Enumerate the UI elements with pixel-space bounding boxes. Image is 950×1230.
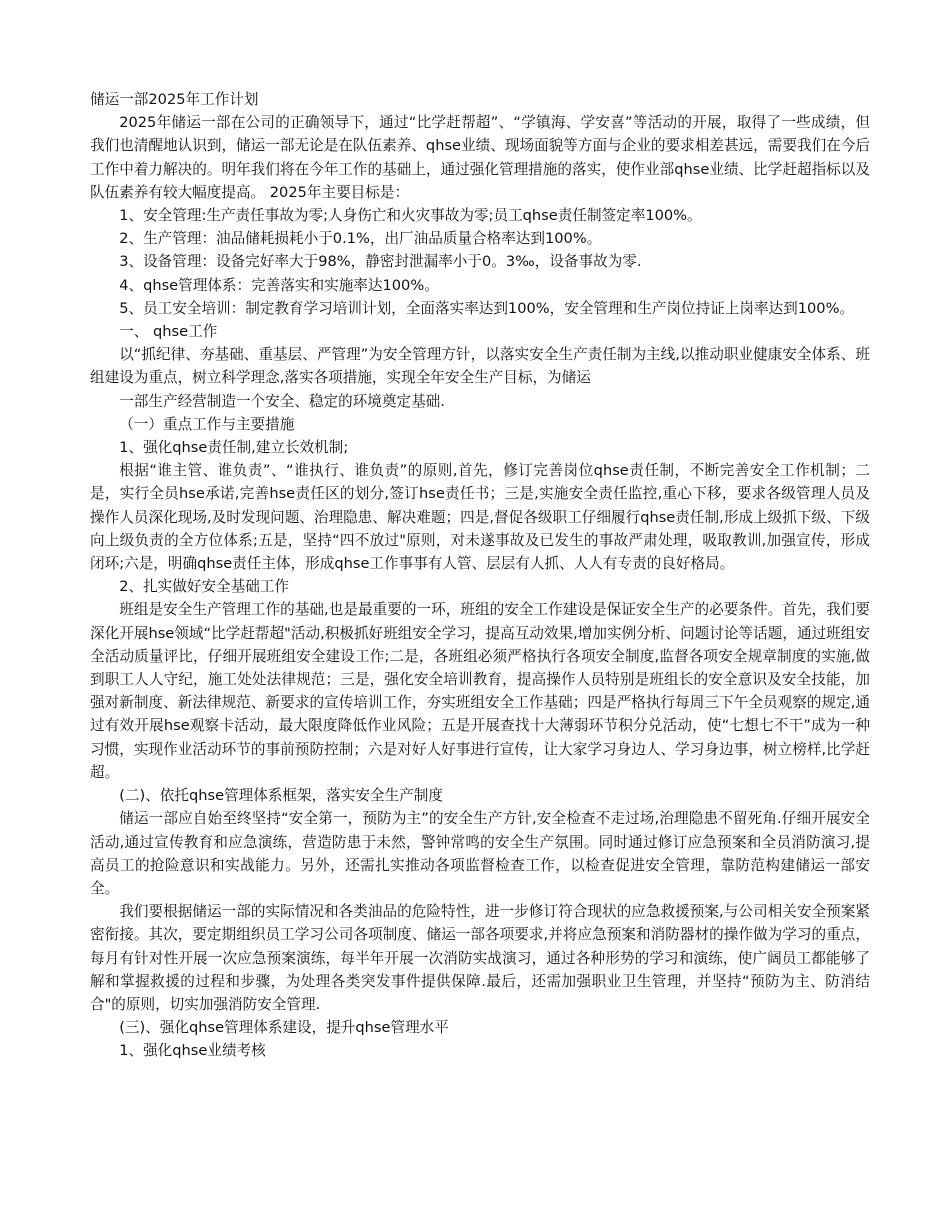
goal-qhse-system: 4、qhse管理体系：完善落实和实施率达100%。 [119, 276, 439, 294]
intro-paragraph: 2025年储运一部在公司的正确领导下，通过“比学赶帮超”、“学镇海、学安喜”等活动的开展，取得了一些成绩，但我们也清醒地认识到，储运一部无论是在队伍素养、qhse业绩、现场面貌等方面与企业的要求相差甚远，需要我们在今后工作中着力解决的。明年我们将在今年工作的基础上，通过强化管理措施的落实，使作业部qhse业绩、比学赶超指标以及队伍素养有较大幅度提高。 2025年主要目标是： [90, 114, 870, 201]
responsibility-paragraph: 根据“谁主管、谁负责”、“谁执行、谁负责”的原则,首先，修订完善岗位qhse责任制，不断完善安全工作机制；二是，实行全员hse承诺,完善hse责任区的划分,签订hse责任书；三是,实施安全责任监控,重心下移，要求各级管理人员及操作人员深化现场,及时发现问题、治理隐患、解决难题；四是,督促各级职工仔细履行qhse责任制,形成上级抓下级、下级向上级负责的全方位体系;五是，坚持“四不放过"原则，对未遂事故及已发生的事故严肃处理，吸取教训,加强宣传，形成闭环;六是，明确qhse责任主体，形成qhse工作事事有人管、层层有人抓、人人有专责的良好格局。 [90, 462, 870, 573]
foundation-paragraph: 班组是安全生产管理工作的基础,也是最重要的一环，班组的安全工作建设是保证安全生产的必要条件。首先，我们要深化开展hse领域“比学赶帮超"活动,积极抓好班组安全学习，提高互动效果,增加实例分析、问题讨论等话题，通过班组安全活动质量评比，仔细开展班组安全建设工作;二是，各班组必须严格执行各项安全制度,监督各项安全规章制度的实施,做到职工人人守纪，施工处处法律规范；三是，强化安全培训教育，提高操作人员特别是班组长的安全意识及安全技能，加强对新制度、新法律规范、新要求的宣传培训工作，夯实班组安全工作基础；四是严格执行每周三下午全员观察的规定,通过有效开展hse观察卡活动，最大限度降低作业风险；五是开展查找十大薄弱环节积分兑活动，使“七想七不干”成为一种习惯，实现作业活动环节的事前预防控制；六是对好人好事进行宣传，让大家学习身边人、学习身边事，树立榜样,比学赶超。 [90, 601, 870, 781]
document-title: 储运一部2025年工作计划 [90, 91, 259, 108]
goal-production: 2、生产管理：油品储耗损耗小于0.1%，出厂油品质量合格率达到100%。 [119, 230, 602, 248]
safety-policy-paragraph: 储运一部应自始至终坚持“安全第一，预防为主”的安全生产方针,安全检查不走过场,治理隐患不留死角.仔细开展安全活动,通过宣传教育和应急演练，营造防患于未然，警钟常鸣的安全生产氛围。同时通过修订应急预案和全员消防演习,提高员工的抢险意识和实战能力。另外，还需扎实推动各项监督检查工作，以检查促进安全管理，靠防范构建储运一部安全。 [90, 810, 870, 897]
goal-equipment: 3、设备管理：设备完好率大于98%，静密封泄漏率小于0。3‰，设备事故为零. [119, 253, 642, 271]
goal-safety: 1、安全管理:生产责任事故为零;人身伤亡和火灾事故为零;员工qhse责任制签定率100%。 [119, 207, 702, 225]
subsection-heading-2: (二)、依托qhse管理体系框架，落实安全生产制度 [119, 787, 443, 805]
qhse-policy-paragraph: 以“抓纪律、夯基础、重基层、严管理”为安全管理方针，以落实安全生产责任制为主线,以推动职业健康安全体系、班组建设为重点，树立科学理念,落实各项措施，实现全年安全生产目标，为储运 [90, 346, 870, 387]
item-heading-foundation: 2、扎实做好安全基础工作 [119, 578, 290, 596]
goal-training: 5、员工安全培训：制定教育学习培训计划，全面落实率达到100%，安全管理和生产岗位持证上岗率达到100%。 [119, 299, 855, 317]
subsection-heading-3: (三)、强化qhse管理体系建设，提升qhse管理水平 [119, 1019, 449, 1037]
item-heading-responsibility: 1、强化qhse责任制,建立长效机制; [119, 439, 349, 457]
section-heading-qhse: 一、 qhse工作 [119, 323, 218, 341]
emergency-plan-paragraph: 我们要根据储运一部的实际情况和各类油品的危险特性，进一步修订符合现状的应急救援预案,与公司相关安全预案紧密衔接。其次，要定期组织员工学习公司各项制度、储运一部各项要求,并将应急预案和消防器材的操作做为学习的重点，每月有针对性开展一次应急预案演练，每半年开展一次消防实战演习，通过各种形势的学习和演练，使广阔员工都能够了解和掌握救援的过程和步骤，为处理各类突发事件提供保障.最后，还需加强职业卫生管理，并坚持“预防为主、防消结合"的原则，切实加强消防安全管理. [90, 903, 870, 1013]
subsection-heading-1: （一）重点工作与主要措施 [119, 415, 295, 433]
qhse-policy-continuation: 一部生产经营制造一个安全、稳定的环境奠定基础. [119, 392, 445, 410]
item-heading-performance: 1、强化qhse业绩考核 [119, 1042, 266, 1060]
